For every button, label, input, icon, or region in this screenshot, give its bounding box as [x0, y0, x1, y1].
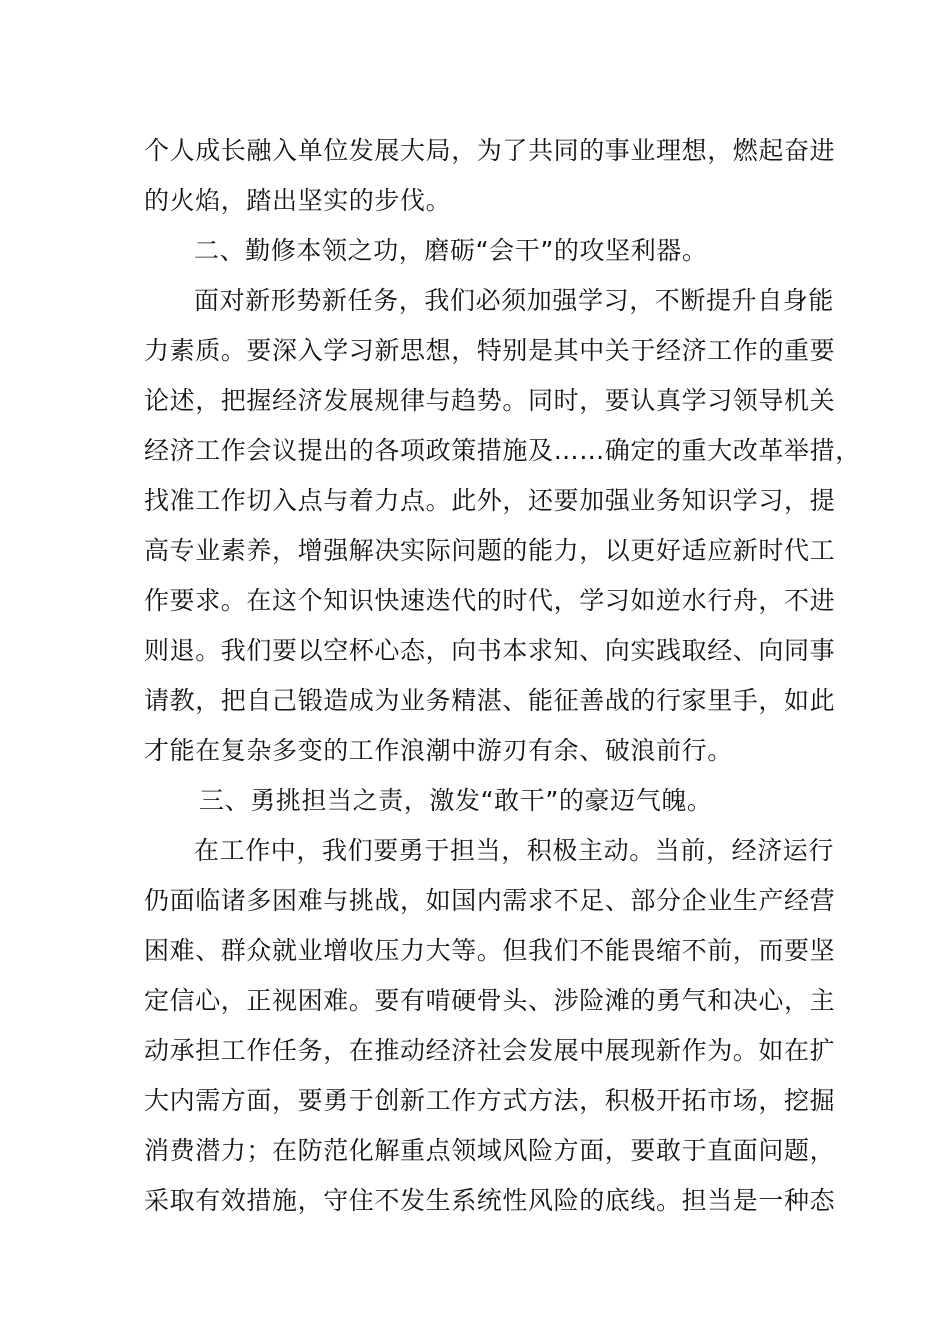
body-text	[144, 126, 861, 1226]
text-line: 采取有效措施，守住不发生系统性风险的底线。担当是一种态	[144, 1186, 836, 1215]
text-line: 找准工作切入点与着力点。此外，还要加强业务知识学习，提	[144, 486, 836, 515]
text-line: 消费潜力；在防范化解重点领域风险方面，要敢于直面问题，	[144, 1136, 836, 1165]
text-line: 请教，把自己锻造成为业务精湛、能征善战的行家里手，如此	[144, 686, 836, 715]
text-line: 仍面临诸多困难与挑战，如国内需求不足、部分企业生产经营	[144, 886, 836, 915]
text-line: 大内需方面，要勇于创新工作方式方法，积极开拓市场，挖掘	[144, 1086, 836, 1115]
text-line: 高专业素养，增强解决实际问题的能力，以更好适应新时代工	[144, 536, 836, 565]
text-line: 困难、群众就业增收压力大等。但我们不能畏缩不前，而要坚	[144, 936, 836, 965]
text-line: 才能在复杂多变的工作浪潮中游刃有余、破浪前行。	[144, 736, 733, 765]
text-line: 论述，把握经济发展规律与趋势。同时，要认真学习领导机关	[144, 386, 836, 415]
text-line: 动承担工作任务，在推动经济社会发展中展现新作为。如在扩	[144, 1036, 836, 1065]
text-line: 定信心，正视困难。要有啃硬骨头、涉险滩的勇气和决心，主	[144, 986, 836, 1015]
text-line: 经济工作会议提出的各项政策措施及……确定的重大改革举措，	[144, 436, 861, 465]
text-line: 作要求。在这个知识快速迭代的时代，学习如逆水行舟，不进	[144, 586, 836, 615]
section-heading-2: 二、勤修本领之功，磨砺“会干”的攻坚利器。	[194, 236, 708, 265]
text-line: 的火焰，踏出坚实的步伐。	[144, 186, 452, 215]
text-line: 力素质。要深入学习新思想，特别是其中关于经济工作的重要	[144, 336, 836, 365]
text-line: 面对新形势新任务，我们必须加强学习，不断提升自身能	[194, 286, 835, 315]
section-heading-3: 三、勇挑担当之责，激发“敢干”的豪迈气魄。	[199, 786, 713, 815]
text-line: 个人成长融入单位发展大局，为了共同的事业理想，燃起奋进	[144, 136, 836, 165]
text-line: 则退。我们要以空杯心态，向书本求知、向实践取经、向同事	[144, 636, 836, 665]
text-line: 在工作中，我们要勇于担当，积极主动。当前，经济运行	[194, 836, 835, 865]
